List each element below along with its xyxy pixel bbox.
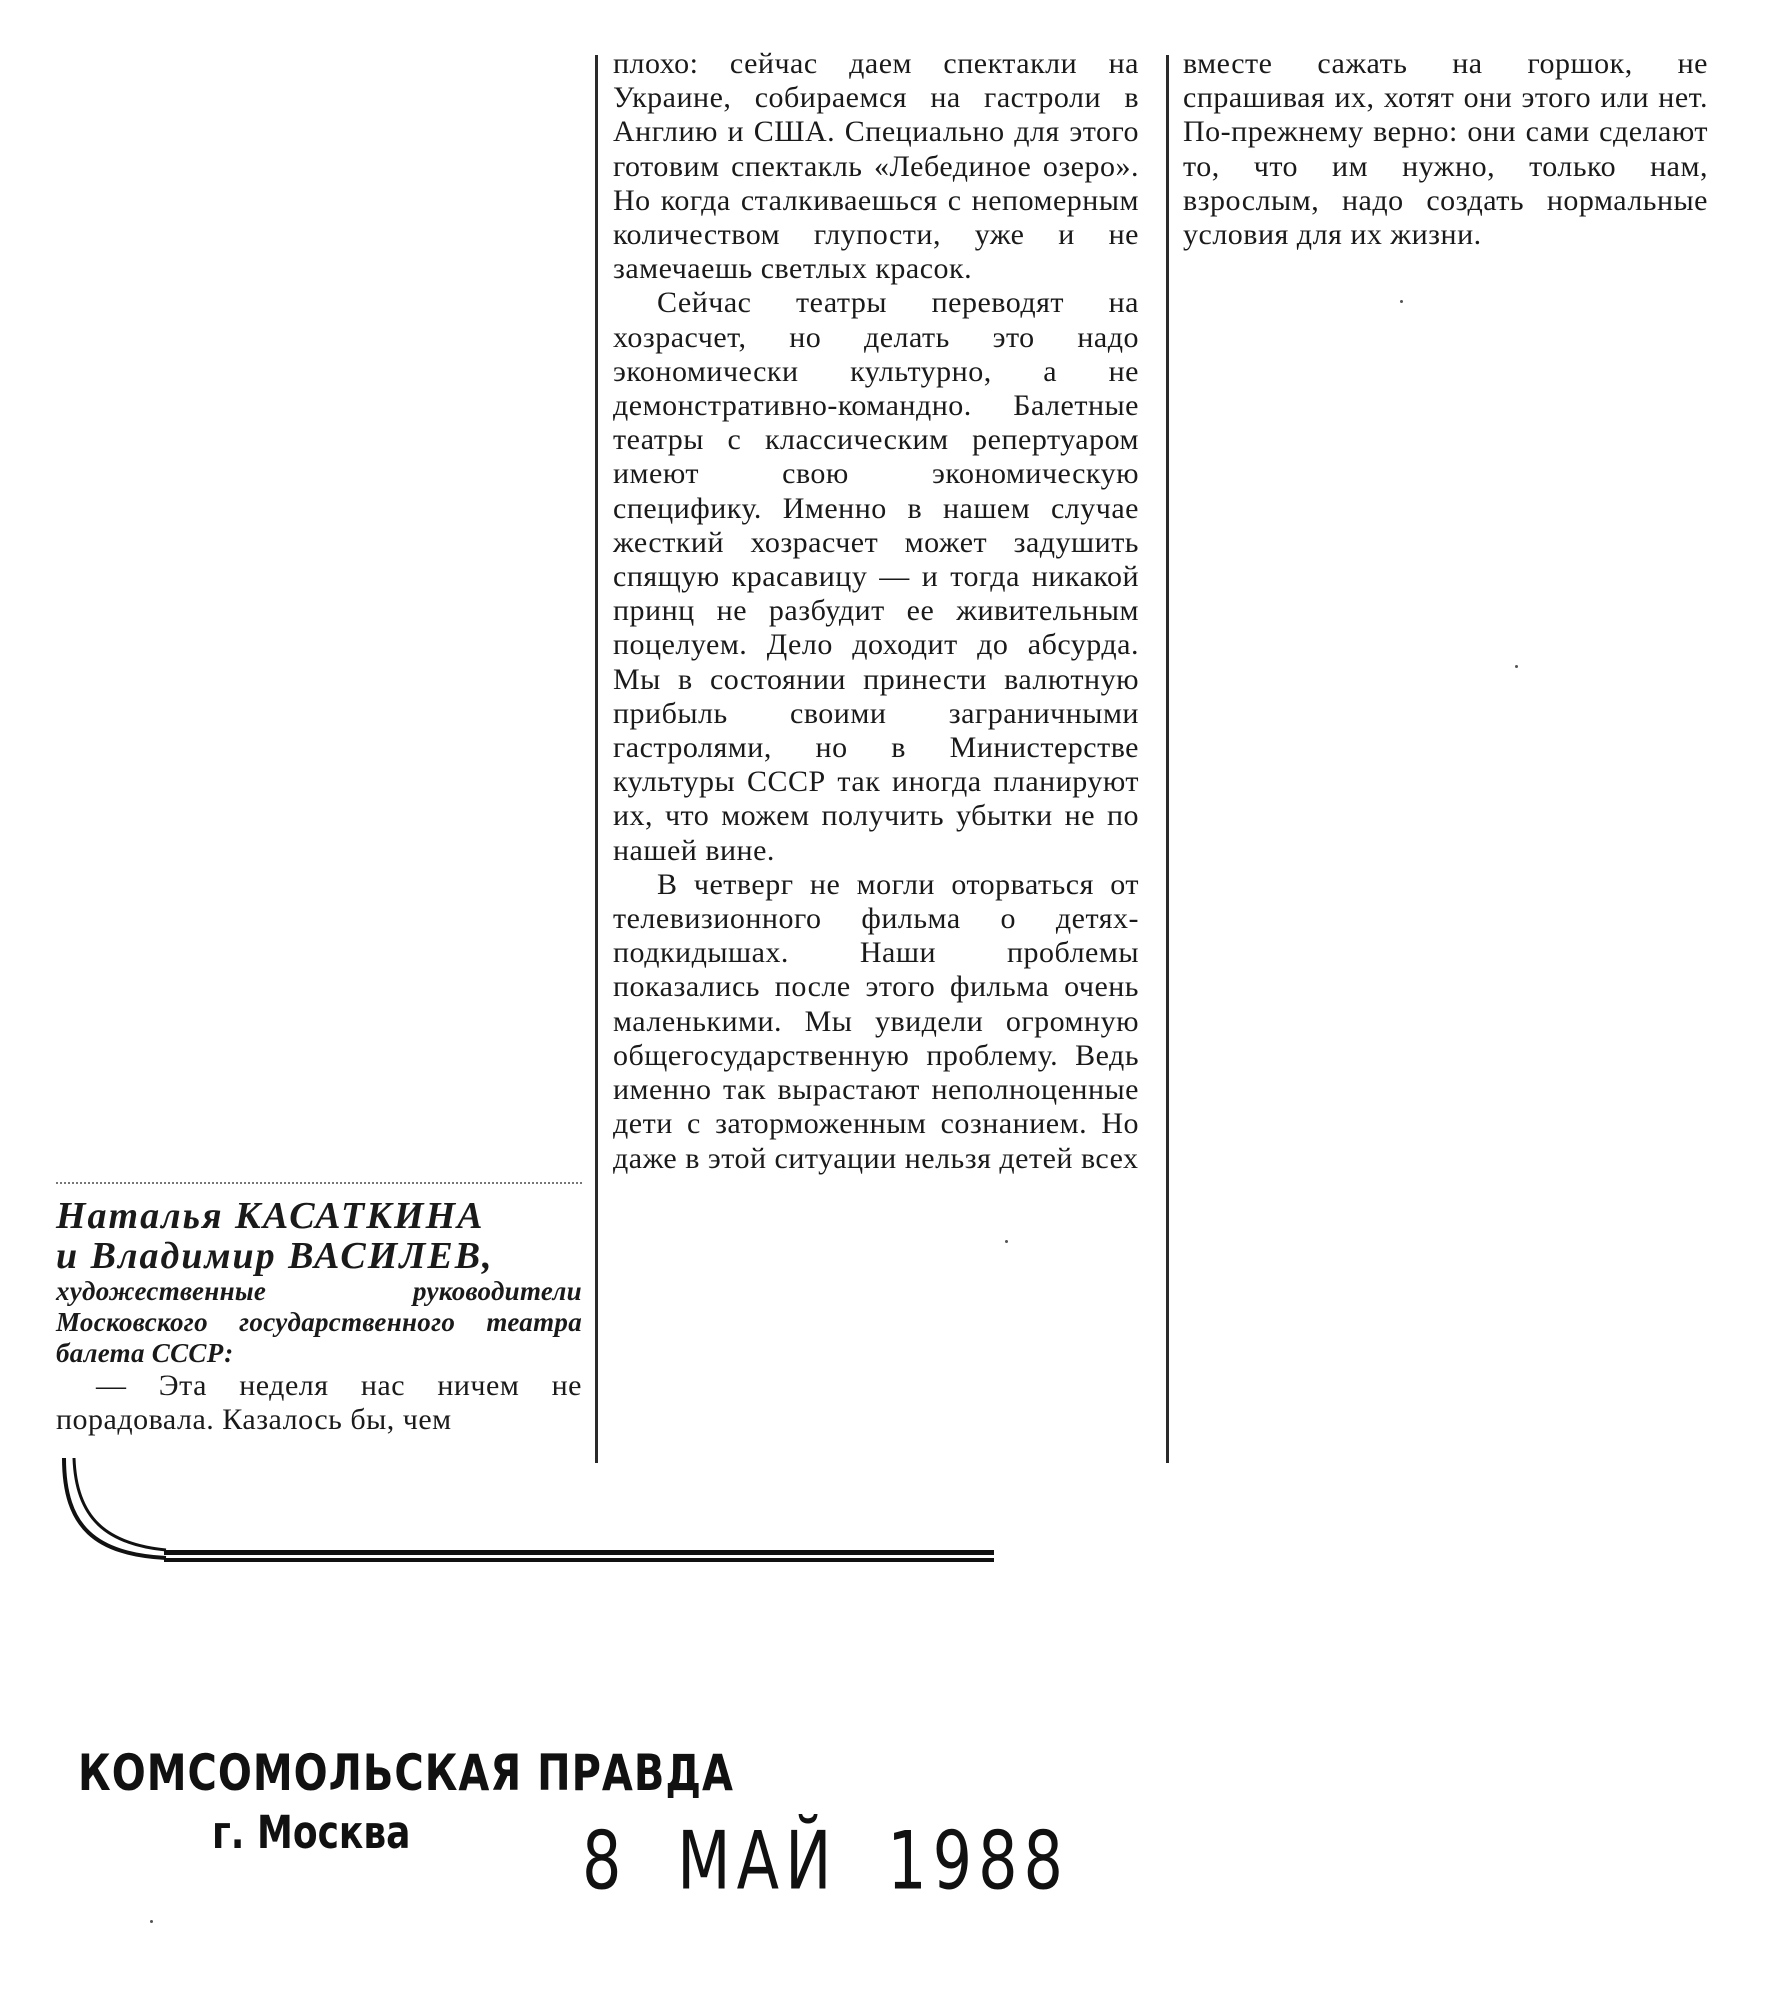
print-speck: [150, 1920, 153, 1923]
column-divider: [595, 55, 598, 1463]
author-name-2: и Владимир ВАСИЛЕВ,: [56, 1235, 494, 1277]
author-role: художественные руководители Московского государственного театра балета СССР:: [56, 1276, 582, 1368]
paragraph: плохо: сейчас даем спектакли на Украине, собираемся на гастроли в Англию и США. Специально для этого готовим спектакль «Лебединое озеро». Но когда сталкиваешься с непомерным количеством глупости, уже и не замечаешь светлых красок.: [613, 47, 1139, 286]
byline-block: [56, 1196, 582, 1437]
date-month: МАЙ: [677, 1813, 838, 1908]
paragraph: В четверг не могли оторваться от телевизионного фильма о детях-подкидышах. Наши проблемы показались после этого фильма очень маленькими. Мы увидели огромную общегосударственную проблему. Ведь именно так вырастают неполноценные дети с заторможенным сознанием. Но даже в этой ситуации нельзя детей всех: [613, 867, 1139, 1175]
print-speck: [1400, 300, 1403, 303]
date-day: 8: [582, 1813, 628, 1908]
decorative-swoosh: [56, 1458, 996, 1568]
paragraph: Сейчас театры переводят на хозрасчет, но делать это надо экономически культурно, а не демонстративно-командно. Балетные театры с классическим репертуаром имеют свою экономическую специфику. Именно в нашем случае жесткий хозрасчет может задушить спящую красавицу — и тогда никакой принц не разбудит ее живительным поцелуем. Дело доходит до абсурда. Мы в состоянии принести валютную прибыль своими заграничными гастролями, но в Министерстве культуры СССР так иногда планируют их, что можем получить убытки не по нашей вине.: [613, 286, 1139, 867]
city-stamp: г. Москва: [212, 1808, 411, 1860]
print-speck: [1005, 1240, 1008, 1243]
column-divider: [1166, 55, 1169, 1463]
print-speck: [1515, 665, 1518, 668]
newspaper-stamp: КОМСОМОЛЬСКАЯ ПРАВДА: [78, 1745, 734, 1803]
author-name-1: Наталья КАСАТКИНА: [56, 1195, 485, 1237]
date-stamp: [582, 1813, 1093, 1908]
date-year: 1988: [887, 1813, 1069, 1908]
article-column-2: [613, 47, 1139, 1176]
quote-start: — Эта неделя нас ничем не порадовала. Казалось бы, чем: [56, 1369, 582, 1437]
paragraph: вместе сажать на горшок, не спрашивая их, хотят они этого или нет. По-прежнему верно: они сами сделают то, что им нужно, только нам, взрослым, надо создать нормальные условия для их жизни.: [1183, 47, 1708, 252]
byline-separator: [56, 1182, 582, 1184]
article-column-3: [1183, 47, 1708, 252]
